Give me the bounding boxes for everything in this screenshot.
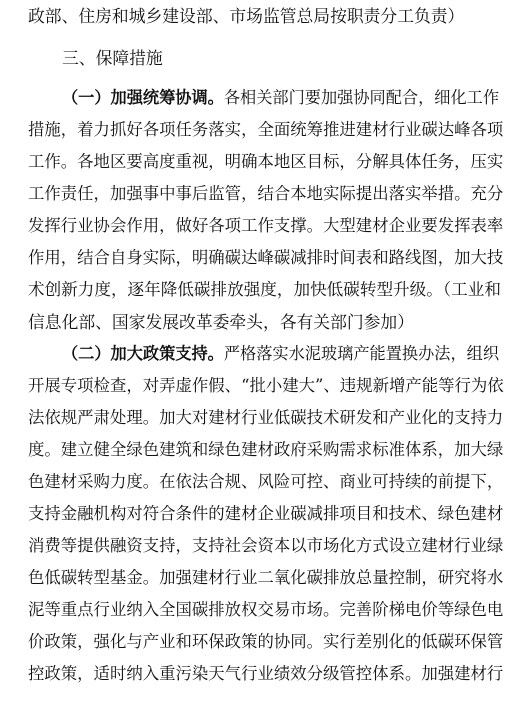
paragraph-2-line: 控政策，适时纳入重污染天气行业绩效分级管控体系。加强建材行 [28, 664, 504, 683]
paragraph-1-line: 发挥行业协会作用，做好各项工作支撑。大型建材企业要发挥表率 [28, 216, 504, 235]
text-line: 政部、住房和城乡建设部、市场监管总局按职责分工负责） [28, 6, 465, 26]
paragraph-2-line: 度。建立健全绿色建筑和绿色建材政府采购需求标准体系，加大绿 [28, 440, 504, 459]
paragraph-1-line: 工作。各地区要高度重视，明确本地区目标，分解具体任务，压实 [28, 152, 504, 171]
section-heading: 三、保障措施 [62, 48, 163, 68]
paragraph-2-line: 色低碳转型基金。加强建材行业二氧化碳排放总量控制，研究将水 [28, 568, 504, 587]
paragraph-2-line: 开展专项检查，对弄虚作假、“批小建大”、违规新增产能等行为依 [28, 376, 504, 395]
paragraph-1-line: 措施，着力抓好各项任务落实，全面统筹推进建材行业碳达峰各项 [28, 120, 504, 139]
paragraph-2-line-1-text: 严格落实水泥玻璃产能置换办法，组织 [223, 344, 500, 363]
paragraph-2-heading: （二）加大政策支持。 [62, 344, 224, 363]
paragraph-2-line: 价政策，强化与产业和环保政策的协同。实行差别化的低碳环保管 [28, 632, 504, 651]
paragraph-1-line: 作用，结合自身实际，明确碳达峰碳减排时间表和路线图，加大技 [28, 248, 504, 267]
paragraph-2-line: 泥等重点行业纳入全国碳排放权交易市场。完善阶梯电价等绿色电 [28, 600, 504, 619]
paragraph-2-line: 色建材采购力度。在依法合规、风险可控、商业可持续的前提下， [28, 472, 504, 491]
paragraph-1-heading: （一）加强统筹协调。 [62, 88, 224, 107]
paragraph-1-line: 工作责任，加强事中事后监管，结合本地实际提出落实举措。充分 [28, 184, 504, 203]
paragraph-1-line-1-text: 各相关部门要加强协同配合，细化工作 [223, 88, 500, 107]
paragraph-1-first-line [62, 88, 504, 108]
paragraph-2-first-line [62, 344, 504, 364]
paragraph-2-line: 消费等提供融资支持，支持社会资本以市场化方式设立建材行业绿 [28, 536, 504, 555]
paragraph-1-line: 术创新力度，逐年降低碳排放强度，加快低碳转型升级。（工业和 [28, 280, 501, 299]
paragraph-2-line: 支持金融机构对符合条件的建材企业碳减排项目和技术、绿色建材 [28, 504, 504, 523]
paragraph-2-line: 法依规严肃处理。加大对建材行业低碳技术研发和产业化的支持力 [28, 408, 504, 427]
paragraph-1-line: 信息化部、国家发展改革委牵头，各有关部门参加） [28, 312, 414, 332]
